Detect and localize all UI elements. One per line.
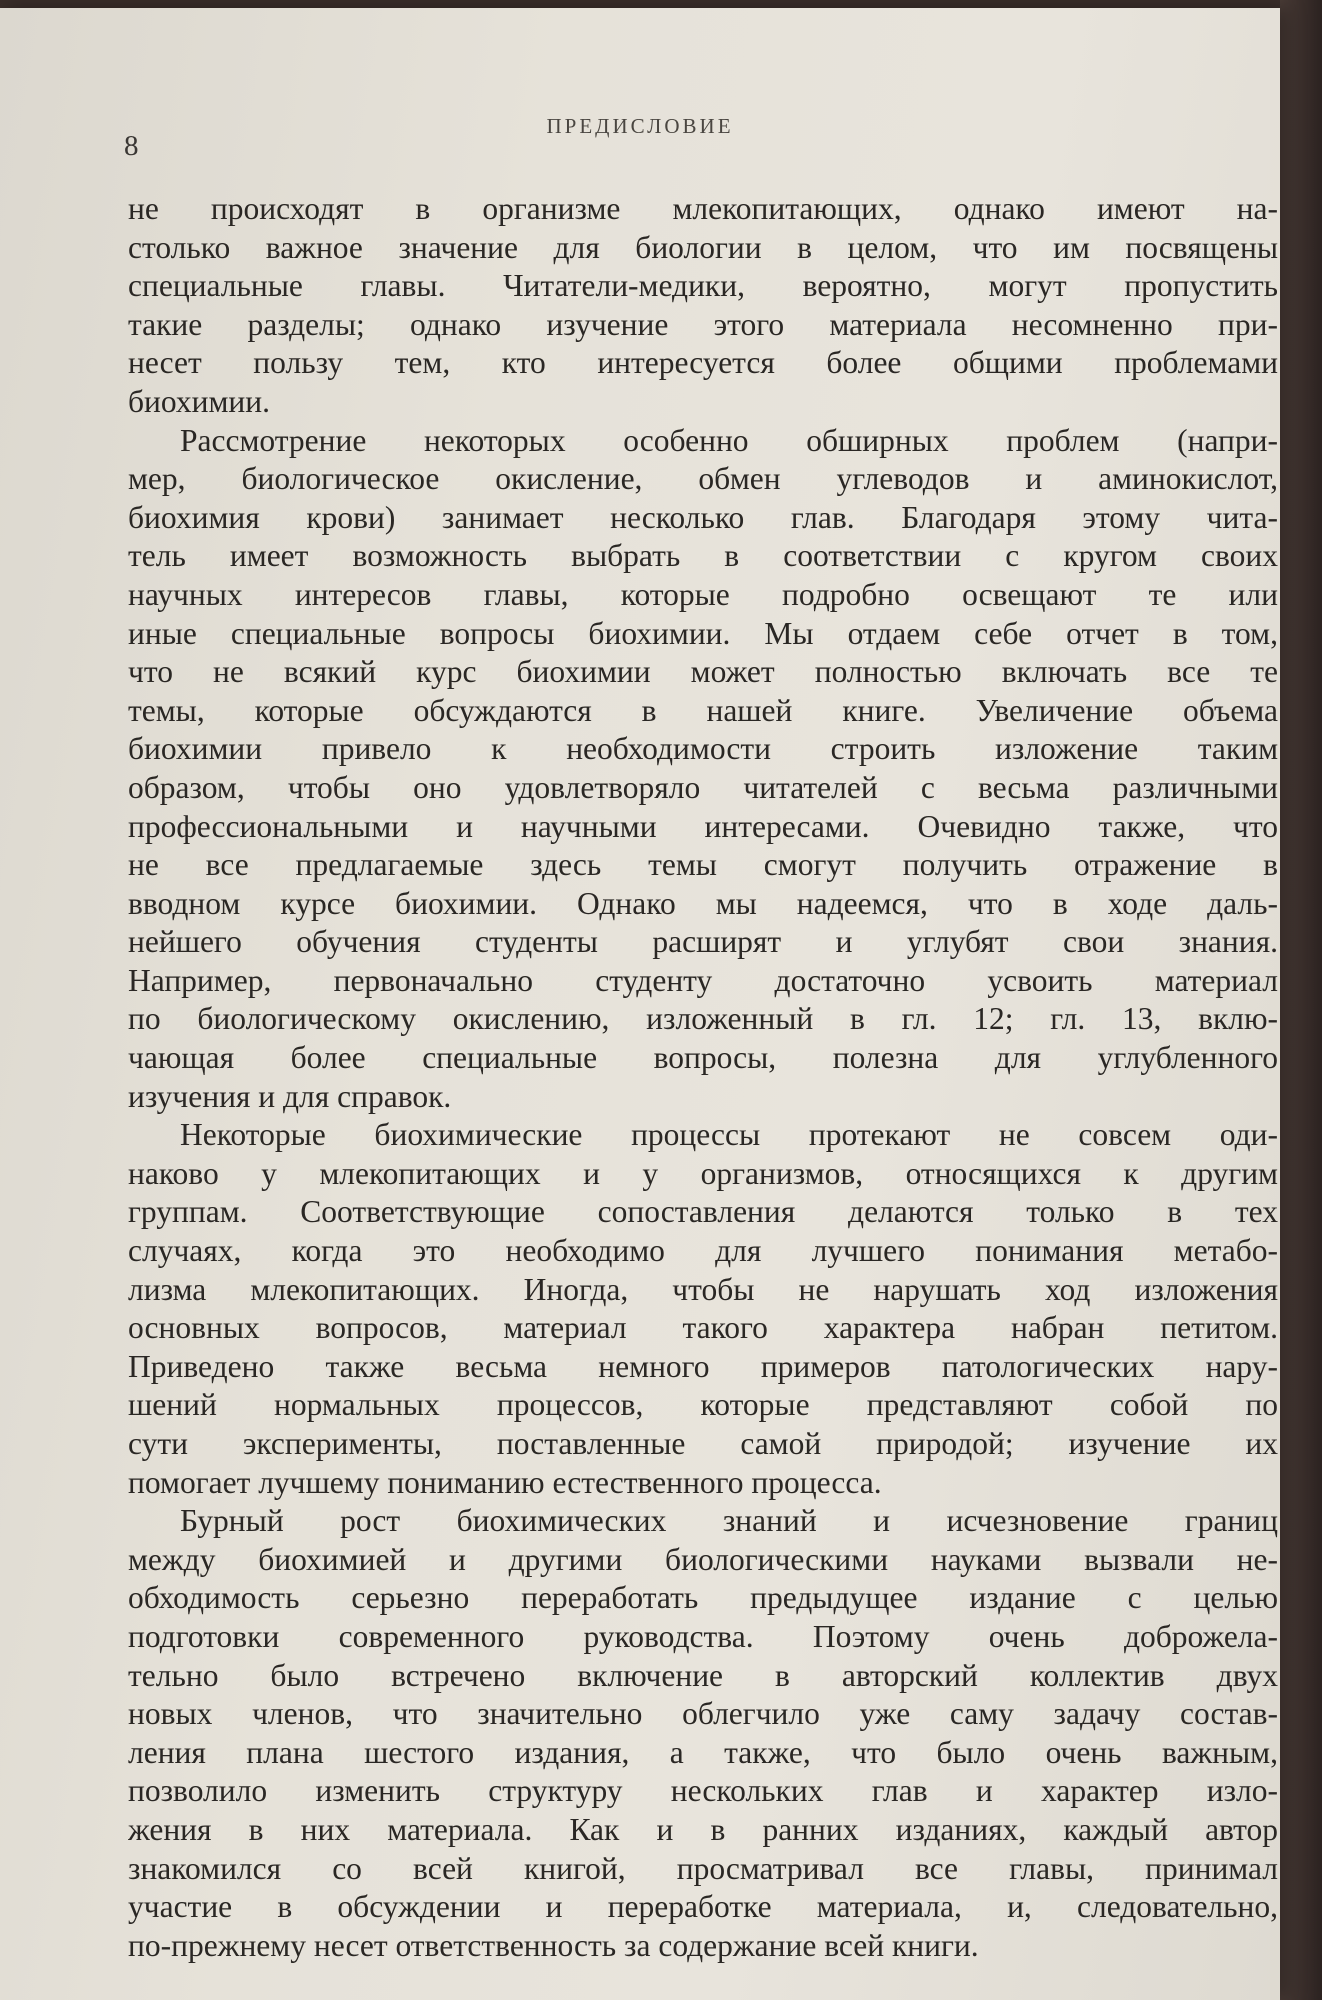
text-line: наково у млекопитающих и у организмов, относящихся к другим bbox=[128, 1155, 1278, 1191]
text-line: образом, чтобы оно удовлетворяло читателей с весьма различными bbox=[128, 769, 1278, 805]
text-line: тель имеет возможность выбрать в соответствии с кругом своих bbox=[128, 538, 1278, 574]
text-line: основных вопросов, материал такого характера набран петитом. bbox=[128, 1310, 1278, 1346]
text-line: позволило изменить структуру нескольких глав и характер изло- bbox=[128, 1773, 1278, 1809]
body-text bbox=[128, 190, 1278, 1965]
text-line: темы, которые обсуждаются в нашей книге. Увеличение объема bbox=[128, 692, 1278, 728]
running-head: ПРЕДИСЛОВИЕ bbox=[546, 114, 734, 138]
text-line: случаях, когда это необходимо для лучшего понимания метабо- bbox=[128, 1233, 1278, 1269]
text-line: знакомился со всей книгой, просматривал все главы, принимал bbox=[128, 1850, 1278, 1886]
book-page bbox=[0, 8, 1280, 2000]
text-line: не все предлагаемые здесь темы смогут получить отражение в bbox=[128, 847, 1278, 883]
text-line: тельно было встречено включение в авторский коллектив двух bbox=[128, 1657, 1278, 1693]
text-line: Например, первоначально студенту достаточно усвоить материал bbox=[128, 962, 1278, 998]
text-line: помогает лучшему пониманию естественного процесса. bbox=[128, 1464, 882, 1500]
text-line: биохимия крови) занимает несколько глав. Благодаря этому чита- bbox=[128, 499, 1278, 535]
text-line: мер, биологическое окисление, обмен углеводов и аминокислот, bbox=[128, 461, 1278, 497]
text-line: подготовки современного руководства. Поэтому очень доброжела- bbox=[128, 1618, 1278, 1654]
paragraph bbox=[128, 422, 1278, 1117]
text-line: нейшего обучения студенты расширят и углубят свои знания. bbox=[128, 924, 1278, 960]
text-line: иные специальные вопросы биохимии. Мы отдаем себе отчет в том, bbox=[128, 615, 1278, 651]
text-line: Рассмотрение некоторых особенно обширных проблем (напри- bbox=[180, 422, 1278, 458]
text-line: научных интересов главы, которые подробно освещают те или bbox=[128, 576, 1278, 612]
text-line: новых членов, что значительно облегчило уже саму задачу состав- bbox=[128, 1696, 1278, 1732]
text-line: Некоторые биохимические процессы протекают не совсем оди- bbox=[180, 1117, 1278, 1153]
text-line: профессиональными и научными интересами. Очевидно также, что bbox=[128, 808, 1278, 844]
paragraph bbox=[128, 1502, 1278, 1965]
text-line: биохимии привело к необходимости строить изложение таким bbox=[128, 731, 1278, 767]
text-line: группам. Соответствующие сопоставления делаются только в тех bbox=[128, 1194, 1278, 1230]
text-line: не происходят в организме млекопитающих, однако имеют на- bbox=[128, 191, 1278, 226]
text-line: по-прежнему несет ответственность за содержание всей книги. bbox=[128, 1927, 979, 1963]
text-line: шений нормальных процессов, которые представляют собой по bbox=[128, 1387, 1278, 1423]
text-line: специальные главы. Читатели-медики, вероятно, могут пропустить bbox=[128, 268, 1278, 304]
text-line: чающая более специальные вопросы, полезна для углубленного bbox=[128, 1040, 1278, 1076]
text-line: ления плана шестого издания, а также, что было очень важным, bbox=[128, 1734, 1278, 1770]
text-line: участие в обсуждении и переработке материала, и, следовательно, bbox=[128, 1889, 1278, 1925]
page-edge bbox=[1280, 0, 1322, 2000]
paragraph bbox=[128, 190, 1278, 422]
text-line: вводном курсе биохимии. Однако мы надеемся, что в ходе даль- bbox=[128, 885, 1278, 921]
text-line: что не всякий курс биохимии может полностью включать все те bbox=[128, 654, 1278, 690]
text-line: биохимии. bbox=[128, 383, 270, 419]
text-line: жения в них материала. Как и в ранних изданиях, каждый автор bbox=[128, 1811, 1278, 1847]
text-line: изучения и для справок. bbox=[128, 1078, 452, 1114]
text-line: Бурный рост биохимических знаний и исчезновение границ bbox=[180, 1503, 1278, 1539]
text-line: лизма млекопитающих. Иногда, чтобы не нарушать ход изложения bbox=[128, 1271, 1278, 1307]
text-line: между биохимией и другими биологическими науками вызвали не- bbox=[128, 1541, 1278, 1577]
text-line: по биологическому окислению, изложенный в гл. 12; гл. 13, вклю- bbox=[128, 1001, 1278, 1037]
text-line: такие разделы; однако изучение этого материала несомненно при- bbox=[128, 306, 1278, 342]
text-line: несет пользу тем, кто интересуется более общими проблемами bbox=[128, 345, 1278, 381]
paragraph bbox=[128, 1116, 1278, 1502]
text-line: столько важное значение для биологии в целом, что им посвящены bbox=[128, 229, 1278, 265]
text-line: обходимость серьезно переработать предыдущее издание с целью bbox=[128, 1580, 1278, 1616]
text-line: сути эксперименты, поставленные самой природой; изучение их bbox=[128, 1426, 1278, 1461]
page-number: 8 bbox=[124, 130, 139, 162]
text-line: Приведено также весьма немного примеров патологических нару- bbox=[128, 1348, 1278, 1384]
